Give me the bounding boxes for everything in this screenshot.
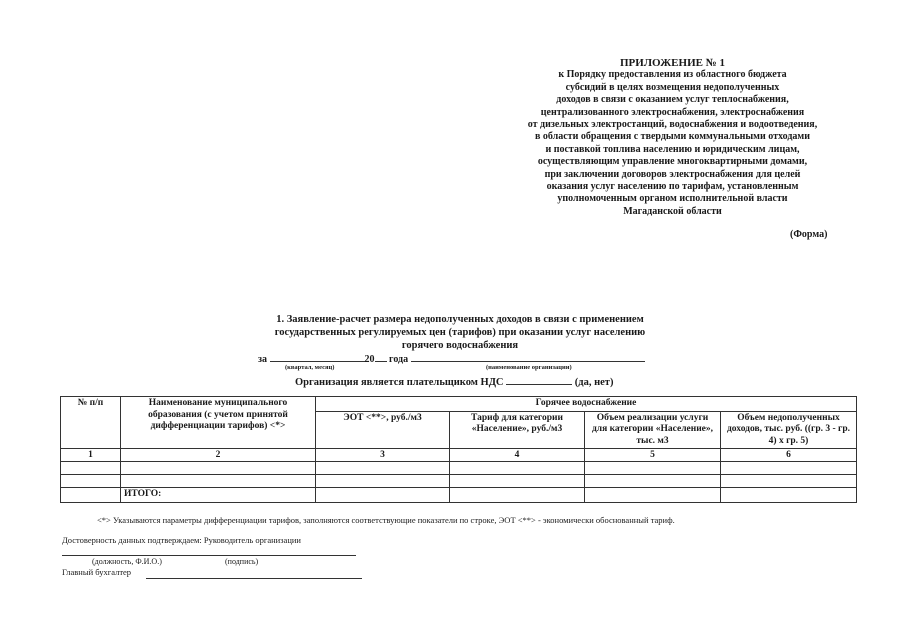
table-cell[interactable]: [316, 475, 450, 488]
appendix-line: централизованного электроснабжения, электроснабжения: [540, 106, 805, 118]
position-label: (должность, Ф.И.О.): [92, 557, 162, 566]
column-number: 4: [450, 449, 585, 462]
sign-label: (подпись): [225, 557, 259, 566]
appendix-title: ПРИЛОЖЕНИЕ № 1: [619, 57, 726, 69]
period-line: [258, 351, 645, 365]
appendix-line: к Порядку предоставления из областного бюджета: [558, 69, 787, 81]
form-title-line: горячего водоснабжения: [401, 340, 519, 351]
appendix-line: субсидий в целях возмещения недополученных: [565, 81, 780, 93]
table-cell[interactable]: [450, 475, 585, 488]
footnote: <*> Указываются параметры дифференциации тарифов, заполняются соответствующие показатели по строке, ЭОТ <**> - экономически обоснованный тариф.: [97, 515, 675, 525]
calculation-table: [60, 396, 857, 503]
table-cell[interactable]: [585, 462, 721, 475]
header-municipality: Наименование муниципального образования (с учетом принятой дифференциации тарифов) <*>: [121, 397, 316, 449]
appendix-line: Магаданской области: [623, 205, 722, 217]
column-number: 3: [316, 449, 450, 462]
table-header-row: [61, 397, 857, 412]
table-cell[interactable]: [316, 462, 450, 475]
table-cell[interactable]: [316, 488, 450, 503]
vat-field[interactable]: [506, 374, 572, 385]
signature-line[interactable]: [62, 555, 356, 556]
column-number: 2: [121, 449, 316, 462]
total-label: ИТОГО:: [121, 488, 316, 503]
table-cell[interactable]: [585, 488, 721, 503]
appendix-line: уполномоченным органом исполнительной власти: [557, 193, 788, 205]
vat-text: Организация является плательщиком НДС: [295, 377, 504, 388]
table-cell[interactable]: [61, 475, 121, 488]
chief-accountant-label: Главный бухгалтер: [62, 567, 132, 577]
chief-accountant-line[interactable]: [146, 578, 362, 579]
appendix-line: от дизельных электростанций, водоснабжения и водоотведения,: [527, 119, 818, 131]
form-title: [250, 313, 670, 352]
table-row: [61, 462, 857, 475]
table-cell[interactable]: [721, 462, 857, 475]
total-row: [61, 488, 857, 503]
organization-hint: (наименование организации): [486, 364, 572, 371]
table-cell[interactable]: [121, 475, 316, 488]
table-cell[interactable]: [721, 488, 857, 503]
form-label: (Форма): [790, 229, 828, 240]
appendix-line: в области обращения с твердыми коммунальными отходами: [534, 131, 810, 143]
appendix-line: осуществляющим управление многоквартирными домами,: [537, 156, 808, 168]
vat-line: [295, 374, 613, 388]
appendix-line: доходов в связи с оказанием услуг теплоснабжения,: [556, 94, 789, 106]
appendix-block: [505, 57, 840, 218]
table-cell[interactable]: [450, 462, 585, 475]
column-number: 5: [585, 449, 721, 462]
column-number: 1: [61, 449, 121, 462]
period-prefix: за: [258, 354, 268, 365]
table-cell[interactable]: [721, 475, 857, 488]
header-tariff: Тариф для категории «Население», руб./м3: [450, 411, 585, 449]
header-volume: Объем реализации услуги для категории «Население», тыс. м3: [585, 411, 721, 449]
table-row: [61, 475, 857, 488]
table-cell[interactable]: [61, 462, 121, 475]
table-cell[interactable]: [121, 462, 316, 475]
column-number: 6: [721, 449, 857, 462]
appendix-line: при заключении договоров электроснабжения для целей: [544, 168, 801, 180]
form-title-line: 1. Заявление-расчет размера недополученных доходов в связи с применением: [276, 314, 644, 325]
header-lost-income: Объем недополученных доходов, тыс. руб. ((гр. 3 - гр. 4) x гр. 5): [721, 411, 857, 449]
form-title-line: государственных регулируемых цен (тарифов) при оказании услуг населению: [274, 327, 646, 338]
period-hint: (квартал, месяц): [285, 364, 335, 371]
organization-field[interactable]: [411, 351, 645, 362]
vat-options: (да, нет): [574, 377, 614, 388]
period-field[interactable]: [270, 351, 365, 362]
header-hot-water: Горячее водоснабжение: [316, 397, 857, 412]
table-cell[interactable]: [61, 488, 121, 503]
table-cell[interactable]: [450, 488, 585, 503]
year-field[interactable]: [375, 351, 387, 362]
column-numbers-row: [61, 449, 857, 462]
appendix-line: оказания услуг населению по тарифам, установленным: [546, 181, 799, 193]
table-cell[interactable]: [585, 475, 721, 488]
confirmation-text: Достоверность данных подтверждаем: Руководитель организации: [62, 535, 301, 545]
header-eot: ЭОТ <**>, руб./м3: [316, 411, 450, 449]
appendix-line: и поставкой топлива населению и юридическим лицам,: [545, 143, 800, 155]
header-number: № п/п: [61, 397, 121, 449]
year-prefix: 20: [364, 354, 375, 365]
year-word: года: [389, 354, 409, 365]
